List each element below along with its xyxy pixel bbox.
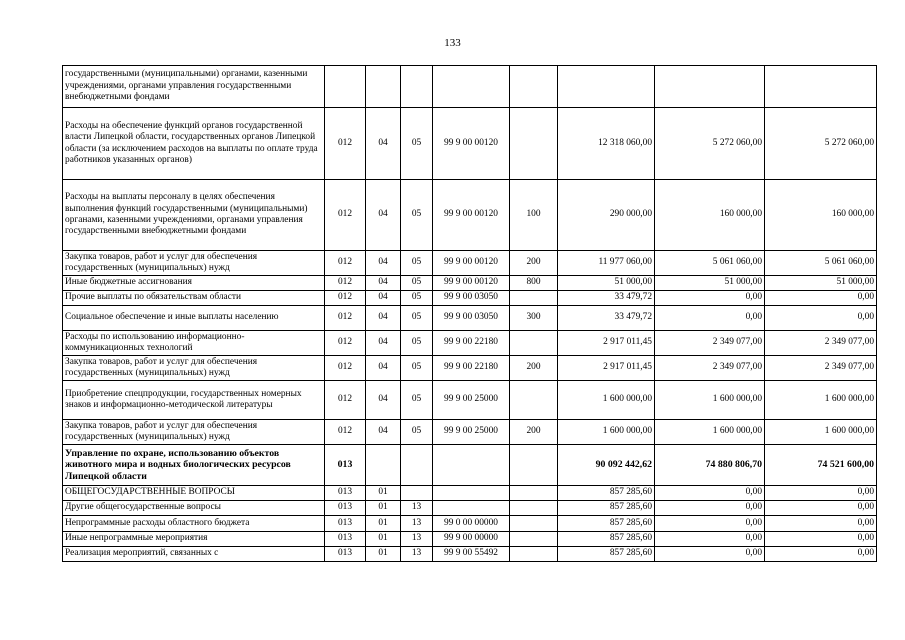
row-section-code [366, 66, 401, 108]
row-target-article: 99 0 00 00000 [433, 516, 510, 532]
row-section-code: 04 [366, 420, 401, 445]
row-target-article: 99 9 00 25000 [433, 420, 510, 445]
row-target-article: 99 9 00 22180 [433, 356, 510, 381]
row-ministry-code: 012 [325, 420, 366, 445]
row-sum-year-3 [765, 66, 877, 108]
row-ministry-code [325, 66, 366, 108]
row-ministry-code: 013 [325, 516, 366, 532]
row-subsection-code [401, 445, 433, 486]
row-sum-year-1: 12 318 060,00 [558, 108, 655, 180]
table-row [63, 381, 877, 420]
row-sum-year-2: 74 880 806,70 [655, 445, 765, 486]
row-subsection-code: 13 [401, 547, 433, 562]
row-name: Закупка товаров, работ и услуг для обеспечения государственных (муниципальных) нужд [63, 356, 325, 381]
row-section-code: 04 [366, 356, 401, 381]
row-target-article [433, 66, 510, 108]
table-row [63, 486, 877, 501]
row-target-article: 99 9 00 00000 [433, 532, 510, 547]
row-sum-year-3: 0,00 [765, 516, 877, 532]
row-sum-year-2: 1 600 000,00 [655, 420, 765, 445]
row-section-code: 01 [366, 501, 401, 516]
row-ministry-code: 012 [325, 251, 366, 276]
row-sum-year-1: 290 000,00 [558, 180, 655, 251]
row-sum-year-1: 11 977 060,00 [558, 251, 655, 276]
row-sum-year-1: 33 479,72 [558, 306, 655, 331]
row-section-code [366, 445, 401, 486]
row-ministry-code: 013 [325, 501, 366, 516]
row-sum-year-1: 857 285,60 [558, 532, 655, 547]
row-ministry-code: 013 [325, 547, 366, 562]
row-subsection-code: 05 [401, 356, 433, 381]
row-sum-year-1 [558, 66, 655, 108]
row-section-code: 04 [366, 251, 401, 276]
table-row [63, 532, 877, 547]
row-ministry-code: 013 [325, 445, 366, 486]
row-sum-year-2: 0,00 [655, 306, 765, 331]
row-expense-type: 200 [510, 420, 558, 445]
table-row [63, 501, 877, 516]
row-sum-year-3: 0,00 [765, 501, 877, 516]
row-sum-year-1: 1 600 000,00 [558, 420, 655, 445]
row-sum-year-3: 5 272 060,00 [765, 108, 877, 180]
row-sum-year-1: 2 917 011,45 [558, 356, 655, 381]
row-subsection-code [401, 486, 433, 501]
row-sum-year-1: 857 285,60 [558, 547, 655, 562]
row-name: Иные бюджетные ассигнования [63, 276, 325, 291]
row-expense-type: 100 [510, 180, 558, 251]
table-row [63, 276, 877, 291]
row-sum-year-3: 2 349 077,00 [765, 356, 877, 381]
row-subsection-code: 13 [401, 532, 433, 547]
row-target-article: 99 9 00 00120 [433, 108, 510, 180]
row-expense-type [510, 331, 558, 356]
row-name: Социальное обеспечение и иные выплаты населению [63, 306, 325, 331]
row-sum-year-3: 0,00 [765, 291, 877, 306]
row-section-code: 04 [366, 180, 401, 251]
row-expense-type [510, 547, 558, 562]
row-target-article: 99 9 00 03050 [433, 306, 510, 331]
row-name: Реализация мероприятий, связанных с [63, 547, 325, 562]
row-section-code: 04 [366, 291, 401, 306]
table-row [63, 516, 877, 532]
row-subsection-code: 05 [401, 251, 433, 276]
row-section-code: 04 [366, 108, 401, 180]
row-subsection-code: 05 [401, 306, 433, 331]
row-sum-year-2: 2 349 077,00 [655, 356, 765, 381]
row-expense-type: 800 [510, 276, 558, 291]
row-sum-year-2: 0,00 [655, 486, 765, 501]
row-target-article: 99 9 00 25000 [433, 381, 510, 420]
row-sum-year-1: 33 479,72 [558, 291, 655, 306]
row-sum-year-1: 51 000,00 [558, 276, 655, 291]
row-sum-year-2: 51 000,00 [655, 276, 765, 291]
table-row [63, 420, 877, 445]
row-name: Расходы по использованию информационно-коммуникационных технологий [63, 331, 325, 356]
row-sum-year-2: 5 061 060,00 [655, 251, 765, 276]
row-expense-type [510, 66, 558, 108]
row-name: Другие общегосударственные вопросы [63, 501, 325, 516]
table-row [63, 291, 877, 306]
row-ministry-code: 013 [325, 532, 366, 547]
row-name: Приобретение спецпродукции, государственных номерных знаков и информационно-методической литературы [63, 381, 325, 420]
row-sum-year-1: 90 092 442,62 [558, 445, 655, 486]
row-name: Закупка товаров, работ и услуг для обеспечения государственных (муниципальных) нужд [63, 420, 325, 445]
row-subsection-code: 05 [401, 108, 433, 180]
row-target-article: 99 9 00 00120 [433, 251, 510, 276]
row-target-article: 99 9 00 55492 [433, 547, 510, 562]
row-subsection-code: 13 [401, 501, 433, 516]
budget-table-body [63, 66, 877, 562]
row-name: ОБЩЕГОСУДАРСТВЕННЫЕ ВОПРОСЫ [63, 486, 325, 501]
row-section-code: 04 [366, 381, 401, 420]
table-row [63, 180, 877, 251]
row-sum-year-2: 0,00 [655, 291, 765, 306]
table-row [63, 445, 877, 486]
row-sum-year-1: 857 285,60 [558, 501, 655, 516]
row-expense-type: 200 [510, 251, 558, 276]
row-name: Управление по охране, использованию объектов животного мира и водных биологических ресурсов Липецкой области [63, 445, 325, 486]
row-expense-type [510, 108, 558, 180]
row-target-article [433, 445, 510, 486]
row-sum-year-3: 1 600 000,00 [765, 381, 877, 420]
row-sum-year-2: 0,00 [655, 547, 765, 562]
row-sum-year-3: 0,00 [765, 486, 877, 501]
row-expense-type [510, 445, 558, 486]
row-expense-type [510, 291, 558, 306]
row-target-article: 99 9 00 22180 [433, 331, 510, 356]
row-sum-year-1: 1 600 000,00 [558, 381, 655, 420]
row-section-code: 01 [366, 516, 401, 532]
row-sum-year-2: 0,00 [655, 501, 765, 516]
table-row [63, 356, 877, 381]
row-ministry-code: 012 [325, 291, 366, 306]
row-ministry-code: 012 [325, 108, 366, 180]
row-sum-year-2 [655, 66, 765, 108]
row-target-article: 99 9 00 03050 [433, 291, 510, 306]
row-section-code: 01 [366, 486, 401, 501]
table-row [63, 251, 877, 276]
row-subsection-code: 13 [401, 516, 433, 532]
row-expense-type: 200 [510, 356, 558, 381]
row-subsection-code: 05 [401, 381, 433, 420]
row-ministry-code: 012 [325, 306, 366, 331]
row-ministry-code: 012 [325, 356, 366, 381]
row-target-article: 99 9 00 00120 [433, 180, 510, 251]
row-subsection-code: 05 [401, 291, 433, 306]
row-sum-year-2: 2 349 077,00 [655, 331, 765, 356]
row-target-article: 99 9 00 00120 [433, 276, 510, 291]
row-sum-year-2: 5 272 060,00 [655, 108, 765, 180]
row-ministry-code: 012 [325, 381, 366, 420]
row-sum-year-3: 74 521 600,00 [765, 445, 877, 486]
row-ministry-code: 012 [325, 180, 366, 251]
row-section-code: 01 [366, 532, 401, 547]
table-row [63, 66, 877, 108]
row-sum-year-1: 857 285,60 [558, 486, 655, 501]
row-name: Иные непрограммные мероприятия [63, 532, 325, 547]
row-sum-year-3: 160 000,00 [765, 180, 877, 251]
row-name: Расходы на обеспечение функций органов государственной власти Липецкой области, государственных органов Липецкой области (за исключением расходов на выплаты по оплате труда работников указанных органов) [63, 108, 325, 180]
row-sum-year-1: 2 917 011,45 [558, 331, 655, 356]
row-subsection-code: 05 [401, 331, 433, 356]
row-name: Расходы на выплаты персоналу в целях обеспечения выполнения функций государственными (муниципальными) органами, казенными учреждениями, органами управления государственными внебюджетными фондами [63, 180, 325, 251]
table-row [63, 306, 877, 331]
row-expense-type [510, 381, 558, 420]
row-section-code: 04 [366, 331, 401, 356]
row-sum-year-3: 0,00 [765, 547, 877, 562]
row-ministry-code: 012 [325, 331, 366, 356]
row-sum-year-2: 0,00 [655, 516, 765, 532]
row-subsection-code: 05 [401, 180, 433, 251]
row-target-article [433, 486, 510, 501]
row-sum-year-2: 1 600 000,00 [655, 381, 765, 420]
table-row [63, 108, 877, 180]
row-name: Закупка товаров, работ и услуг для обеспечения государственных (муниципальных) нужд [63, 251, 325, 276]
row-expense-type [510, 532, 558, 547]
row-sum-year-2: 160 000,00 [655, 180, 765, 251]
row-sum-year-3: 51 000,00 [765, 276, 877, 291]
row-ministry-code: 012 [325, 276, 366, 291]
table-row [63, 331, 877, 356]
row-ministry-code: 013 [325, 486, 366, 501]
budget-table [62, 65, 877, 562]
row-name: государственными (муниципальными) органами, казенными учреждениями, органами управления государственными внебюджетными фондами [63, 66, 325, 108]
page-number: 133 [444, 37, 461, 49]
row-section-code: 04 [366, 306, 401, 331]
row-expense-type [510, 501, 558, 516]
row-sum-year-3: 0,00 [765, 532, 877, 547]
row-sum-year-1: 857 285,60 [558, 516, 655, 532]
row-section-code: 04 [366, 276, 401, 291]
row-expense-type [510, 516, 558, 532]
row-sum-year-3: 2 349 077,00 [765, 331, 877, 356]
row-name: Непрограммные расходы областного бюджета [63, 516, 325, 532]
row-section-code: 01 [366, 547, 401, 562]
row-sum-year-2: 0,00 [655, 532, 765, 547]
row-expense-type [510, 486, 558, 501]
table-row [63, 547, 877, 562]
row-sum-year-3: 1 600 000,00 [765, 420, 877, 445]
row-subsection-code [401, 66, 433, 108]
row-target-article [433, 501, 510, 516]
row-sum-year-3: 5 061 060,00 [765, 251, 877, 276]
row-name: Прочие выплаты по обязательствам области [63, 291, 325, 306]
row-subsection-code: 05 [401, 420, 433, 445]
row-sum-year-3: 0,00 [765, 306, 877, 331]
row-expense-type: 300 [510, 306, 558, 331]
row-subsection-code: 05 [401, 276, 433, 291]
